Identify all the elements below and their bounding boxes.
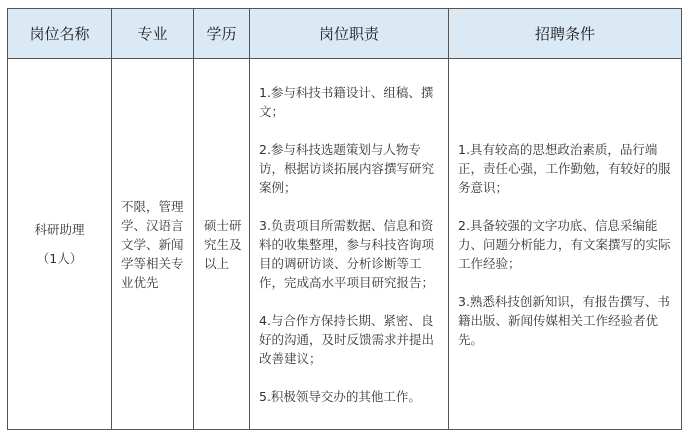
duty-item: 1.参与科技书籍设计、组稿、撰文；	[259, 84, 434, 119]
header-duties: 岗位职责	[250, 9, 449, 59]
header-position: 岗位名称	[8, 9, 112, 59]
header-education: 学历	[194, 9, 250, 59]
requirement-item: 3.熟悉科技创新知识，有报告撰写、书籍出版、新闻传媒相关工作经验者优先。	[458, 293, 670, 347]
duty-item: 3.负责项目所需数据、信息和资料的收集整理，参与科技咨询项目的调研访谈、分析诊断等工作，完成高水平项目研究报告；	[259, 217, 435, 290]
education-cell: 硕士研究生及以上	[194, 59, 250, 430]
requirements-cell	[449, 59, 682, 430]
header-major: 专业	[112, 9, 194, 59]
position-count: （1人）	[36, 251, 83, 266]
requirement-item: 1.具有较高的思想政治素质，品行端正，责任心强，工作勤勉，有较好的服务意识；	[458, 141, 671, 195]
duties-cell	[250, 59, 449, 430]
major-cell: 不限，管理学、汉语言文学、新闻学等相关专业优先	[112, 59, 194, 430]
header-requirements: 招聘条件	[449, 9, 682, 59]
duty-item: 2.参与科技选题策划与人物专访，根据访谈拓展内容撰写研究案例；	[259, 141, 435, 195]
position-cell	[8, 59, 112, 430]
position-name: 科研助理	[34, 222, 85, 237]
duty-item: 4.与合作方保持长期、紧密、良好的沟通，及时反馈需求并提出改善建议；	[259, 312, 435, 366]
table-row	[8, 59, 682, 430]
job-table	[7, 8, 682, 430]
header-row	[8, 9, 682, 59]
duty-item: 5.积极领导交办的其他工作。	[259, 388, 421, 404]
requirement-item: 2.具备较强的文字功底、信息采编能力、问题分析能力，有文案撰写的实际工作经验；	[458, 217, 671, 271]
